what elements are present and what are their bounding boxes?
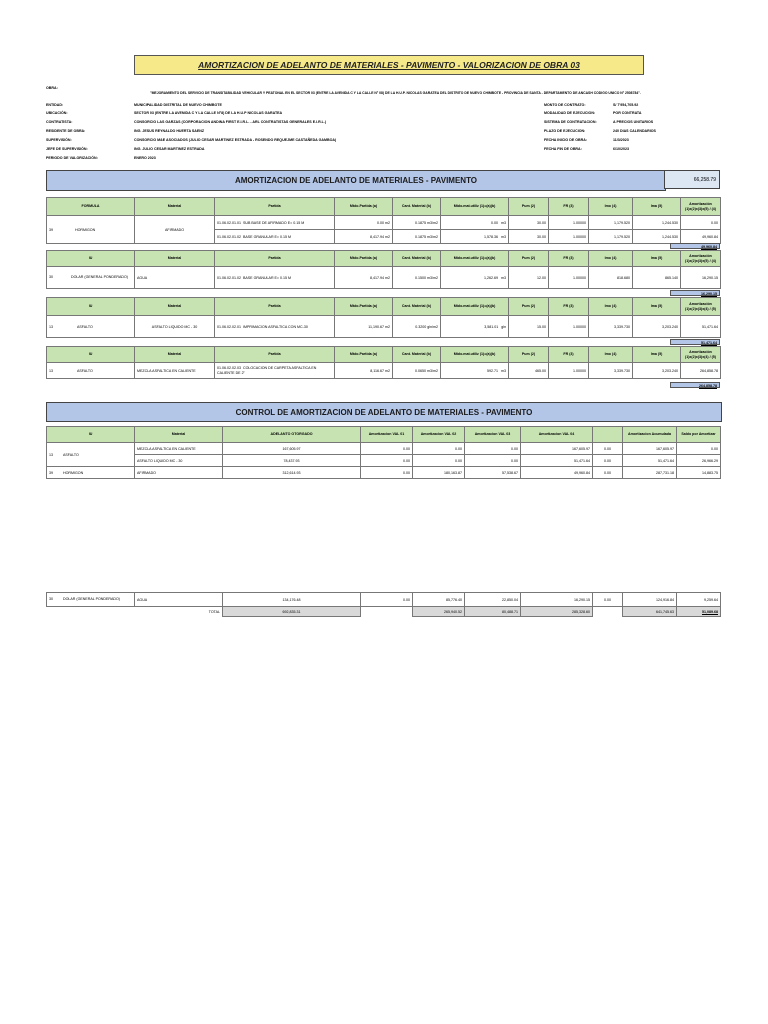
control-bottom-material: AGUA bbox=[135, 593, 223, 607]
block1-r1-code: 01.06.02.01.02 bbox=[217, 234, 241, 239]
info-label-fin: FECHA FIN DE OBRA: bbox=[544, 147, 582, 151]
block4-r0-b: 0.0650 m3/m2 bbox=[393, 363, 441, 379]
block4-h-imo: Imo (4) bbox=[589, 347, 633, 363]
block1-r0-fr: 1.00000 bbox=[549, 216, 589, 230]
block4-h-partida: Partida bbox=[215, 347, 335, 363]
control-total-v2: 265,940.52 bbox=[413, 607, 465, 617]
control-g0-r0-v2: 0.00 bbox=[413, 443, 465, 455]
info-value-ubicacion: SECTOR 03 (ENTRE LA AVENIDA C Y LA CALLE N°8) DE LA H.U.P NICOLAS GARATEA bbox=[134, 111, 283, 115]
block3-subtotal: 51,471.64 bbox=[670, 339, 720, 345]
block2-r0-imo: 818.680 bbox=[589, 267, 633, 289]
block2-h-pum: Pum (2) bbox=[509, 251, 549, 267]
block4-r0-imo: 3,339.730 bbox=[589, 363, 633, 379]
block1-table bbox=[46, 197, 721, 244]
info-value-periodo: ENERO 2023 bbox=[134, 156, 156, 160]
block3-r0-u-val: 3,581.01 bbox=[484, 324, 499, 329]
block4-r0-code: 01.06.02.02.03 bbox=[217, 366, 241, 370]
control-g0-code-name bbox=[47, 443, 135, 467]
control-total-v4: 285,328.60 bbox=[521, 607, 593, 617]
control-g1-r0-v4: 49,960.84 bbox=[521, 467, 593, 479]
block1-h-b: Cant. Material (b) bbox=[393, 198, 441, 216]
control-bottom-code: 30 bbox=[49, 597, 53, 602]
control-h-material: Material bbox=[135, 427, 223, 443]
block1-r1-desc: BASE GRANULAR E= 0.15 M bbox=[242, 234, 292, 239]
block3-h-u: Mtdo.mat.utiliz (1)=(a)(b) bbox=[441, 298, 509, 316]
block1-h-formula: FORMULA bbox=[47, 198, 135, 216]
document-title bbox=[134, 55, 644, 75]
block2-h-ima: Ima (5) bbox=[633, 251, 681, 267]
info-value-residente: ING. JESUS REYNALDO HUERTA SAENZ bbox=[134, 129, 205, 133]
block2-table bbox=[46, 250, 721, 289]
control-g0-r1-acum: 51,471.64 bbox=[623, 455, 677, 467]
table-row bbox=[47, 467, 721, 479]
block4-h-material: Material bbox=[135, 347, 215, 363]
block4-r0-partida bbox=[215, 363, 335, 379]
info-label-sistema: SISTEMA DE CONTRATACION: bbox=[544, 120, 597, 124]
block2-r0-amort: 16,290.15 bbox=[681, 267, 721, 289]
control-g0-r0-acum: 167,605.97 bbox=[623, 443, 677, 455]
block4-r0-unit: m3 bbox=[501, 368, 506, 373]
block1-r1-amort: 49,960.84 bbox=[681, 230, 721, 244]
block2-header-row bbox=[47, 251, 721, 267]
control-h-acum: Amortizacion Acumulada bbox=[623, 427, 677, 443]
control-bottom-table bbox=[46, 592, 721, 617]
info-label-plazo: PLAZO DE EJECUCION: bbox=[544, 129, 586, 133]
obra-text: "MEJORAMIENTO DEL SERVICIO DE TRANSITABILIDAD VEHICULAR Y PEATONAL EN EL SECTOR 03 (ENTRE LA AVENIDA C Y LA CALLE N° 08) DE LA H.U.P. NICOLAS GARATEA DEL DISTRITO DE NUEVO CHIMBOTE - PROVINCIA DE SANTA - DEPARTAMENTO DE ANCASH CODIGO UNICO N° 2508784". bbox=[150, 91, 641, 95]
block1-header-row bbox=[47, 198, 721, 216]
control-g0-name: ASFALTO bbox=[63, 452, 79, 457]
block2-r0-partida bbox=[215, 267, 335, 289]
block3-code: 13 bbox=[49, 324, 53, 329]
block2-material: AGUA bbox=[135, 267, 215, 289]
control-g1-r0-adelanto: 312,614.93 bbox=[223, 467, 361, 479]
block3-h-partida: Partida bbox=[215, 298, 335, 316]
block2-h-iu: IU bbox=[47, 251, 135, 267]
section1-banner-total: 66,258.79 bbox=[664, 170, 720, 189]
block1-code: 39 bbox=[49, 227, 53, 232]
section1-banner bbox=[46, 170, 666, 191]
control-total-acum: 641,745.63 bbox=[623, 607, 677, 617]
block1-h-pum: Pum (2) bbox=[509, 198, 549, 216]
block1-r1-u-val: 1,578.36 bbox=[484, 234, 498, 239]
control-h-iu: IU bbox=[47, 427, 135, 443]
block3-table bbox=[46, 297, 721, 338]
block1-code-name bbox=[47, 216, 135, 244]
block4-r0-u bbox=[441, 363, 509, 379]
block1-r0-unit: m3 bbox=[501, 220, 506, 225]
block3-r0-b: 0.3200 gln/m2 bbox=[393, 316, 441, 338]
block3-r0-ima: 3,203.240 bbox=[633, 316, 681, 338]
block2-h-imo: Imo (4) bbox=[589, 251, 633, 267]
block1-r0-u-val: 0.00 bbox=[491, 220, 498, 225]
block3-h-fr: FR (3) bbox=[549, 298, 589, 316]
block2-r0-code: 01.06.02.01.02 bbox=[217, 275, 241, 280]
control-g0-r1-v1: 0.00 bbox=[361, 455, 413, 467]
info-label-periodo: PERIODO DE VALORIZACIÓN: bbox=[46, 156, 98, 160]
obra-label: OBRA: bbox=[46, 86, 58, 90]
control-bottom-v1: 0.00 bbox=[361, 593, 413, 607]
block4-subtotal: 264,858.78 bbox=[670, 382, 720, 388]
control-bottom-x: 0.00 bbox=[593, 593, 623, 607]
info-label-supervision: SUPERVISIÓN: bbox=[46, 138, 72, 142]
control-total-row bbox=[47, 607, 721, 617]
block1-h-fr: FR (3) bbox=[549, 198, 589, 216]
block1-h-ima: Ima (5) bbox=[633, 198, 681, 216]
control-g0-r1-saldo: 26,966.29 bbox=[677, 455, 721, 467]
control-g0-r0-x: 0.00 bbox=[593, 443, 623, 455]
block3-h-ima: Ima (5) bbox=[633, 298, 681, 316]
info-value-sistema: A PRECIOS UNITARIOS bbox=[613, 120, 654, 124]
control-g0-r1-x: 0.00 bbox=[593, 455, 623, 467]
control-g0-r0-material: MEZCLA ASFALTICA EN CALIENTE bbox=[135, 443, 223, 455]
control-bottom-saldo: 9,259.64 bbox=[677, 593, 721, 607]
block1-r1-fr: 1.00000 bbox=[549, 230, 589, 244]
block4-r0-u-val: 592.71 bbox=[487, 368, 498, 373]
block1-r1-unit: m3 bbox=[501, 234, 506, 239]
block3-r0-u bbox=[441, 316, 509, 338]
block2-h-material: Material bbox=[135, 251, 215, 267]
block3-r0-pum: 15.00 bbox=[509, 316, 549, 338]
info-value-modalidad: POR CONTRATA bbox=[613, 111, 642, 115]
block2-r0-unit: m3 bbox=[501, 275, 506, 280]
block1-r0-u bbox=[441, 216, 509, 230]
block2-h-a: Mtdo.Partida (a) bbox=[335, 251, 393, 267]
block2-r0-a: 8,417.94 m2 bbox=[335, 267, 393, 289]
block4-h-b: Cant. Material (b) bbox=[393, 347, 441, 363]
section2-banner-title: CONTROL DE AMORTIZACION DE ADELANTO DE MATERIALES - PAVIMENTO bbox=[235, 407, 533, 417]
block1-r0-amort: 0.00 bbox=[681, 216, 721, 230]
table-row bbox=[47, 443, 721, 455]
control-bottom-name: DOLAR (GENERAL PONDERADO) bbox=[63, 597, 120, 602]
block2-h-fr: FR (3) bbox=[549, 251, 589, 267]
control-total-label: TOTAL bbox=[208, 609, 220, 614]
block3-h-a: Mtdo.Partida (a) bbox=[335, 298, 393, 316]
block4-r0-amort: 264,858.78 bbox=[681, 363, 721, 379]
block3-r0-amort: 51,471.64 bbox=[681, 316, 721, 338]
block3-r0-desc: IMPRIMACION ASFALTICA CON MC-30 bbox=[242, 324, 308, 329]
info-value-monto: S/ 7'954,705.92 bbox=[613, 103, 639, 107]
block3-h-b: Cant. Material (b) bbox=[393, 298, 441, 316]
block4-r0-ima: 3,203.240 bbox=[633, 363, 681, 379]
block4-r0-a: 8,116.67 m2 bbox=[335, 363, 393, 379]
control-g1-r0-v2: 180,163.87 bbox=[413, 467, 465, 479]
section2-banner bbox=[46, 402, 722, 422]
info-label-entidad: ENTIDAD: bbox=[46, 103, 64, 107]
block2-r0-fr: 1.00000 bbox=[549, 267, 589, 289]
control-total-empty1 bbox=[47, 607, 135, 617]
info-value-jefe: ING. JULIO CESAR MARTINEZ ESTRADA bbox=[134, 147, 205, 151]
block4-r0-desc: COLOCACION DE CARPETA ASFALTICA EN CALIENTE DE 2" bbox=[217, 366, 317, 375]
block3-r0-fr: 1.00000 bbox=[549, 316, 589, 338]
block4-h-iu: IU bbox=[47, 347, 135, 363]
block2-name: DOLAR (GENERAL PONDERADO) bbox=[71, 275, 128, 280]
control-header-row bbox=[47, 427, 721, 443]
control-g1-r0-x: 0.00 bbox=[593, 467, 623, 479]
block4-h-ima: Ima (5) bbox=[633, 347, 681, 363]
block1-r1-u bbox=[441, 230, 509, 244]
block1-r1-pum: 30.00 bbox=[509, 230, 549, 244]
block3-r0-imo: 3,339.730 bbox=[589, 316, 633, 338]
table-row bbox=[47, 216, 721, 230]
info-label-monto: MONTO DE CONTRATO: bbox=[544, 103, 586, 107]
block4-h-amort: Amortización (1)x(2)x(3)x(4) / (5) bbox=[681, 347, 721, 363]
control-g1-r0-v1: 0.00 bbox=[361, 467, 413, 479]
block3-h-material: Material bbox=[135, 298, 215, 316]
control-g0-r1-v3: 0.00 bbox=[465, 455, 521, 467]
control-total-v3: 80,488.71 bbox=[465, 607, 521, 617]
block4-name: ASFALTO bbox=[77, 368, 93, 373]
control-g1-r0-material: AFIRMADO bbox=[135, 467, 223, 479]
block4-h-pum: Pum (2) bbox=[509, 347, 549, 363]
control-g0-r1-material: ASFALTO LIQUIDO MC - 30 bbox=[135, 455, 223, 467]
block1-name: HORMIGON bbox=[75, 227, 96, 232]
info-label-modalidad: MODALIDAD DE EJECUCION: bbox=[544, 111, 596, 115]
control-g1-name: HORMIGON bbox=[63, 470, 84, 475]
block1-r0-imo: 1,179.520 bbox=[589, 216, 633, 230]
control-g0-r0-adelanto: 167,605.97 bbox=[223, 443, 361, 455]
table-row bbox=[47, 455, 721, 467]
info-label-contratista: CONTRATISTA: bbox=[46, 120, 73, 124]
table-row bbox=[47, 267, 721, 289]
control-g0-r0-v1: 0.00 bbox=[361, 443, 413, 455]
block2-h-partida: Partida bbox=[215, 251, 335, 267]
control-bottom-acum: 124,916.84 bbox=[623, 593, 677, 607]
block4-r0-pum: 465.00 bbox=[509, 363, 549, 379]
block2-r0-ima: 865.140 bbox=[633, 267, 681, 289]
block2-r0-u-val: 1,262.69 bbox=[484, 275, 498, 280]
control-g0-r0-saldo: 0.00 bbox=[677, 443, 721, 455]
control-g0-r1-v4: 51,471.64 bbox=[521, 455, 593, 467]
control-g1-r0-v3: 57,538.67 bbox=[465, 467, 521, 479]
block1-h-partida: Partida bbox=[215, 198, 335, 216]
control-h-val03: Amortizacion VAL 03 bbox=[465, 427, 521, 443]
control-bottom-code-name bbox=[47, 593, 135, 607]
control-h-val02: Amortizacion VAL 02 bbox=[413, 427, 465, 443]
block3-name: ASFALTO bbox=[77, 324, 93, 329]
block4-header-row bbox=[47, 347, 721, 363]
block1-r0-b: 0.1875 m3/m2 bbox=[393, 216, 441, 230]
block3-material: ASFALTO LIQUIDO MC - 30 bbox=[135, 316, 215, 338]
section1-banner-title: AMORTIZACION DE ADELANTO DE MATERIALES - PAVIMENTO bbox=[234, 176, 478, 185]
table-row bbox=[47, 593, 721, 607]
control-g1-code: 39 bbox=[49, 470, 53, 475]
block2-r0-b: 0.1500 m3/m2 bbox=[393, 267, 441, 289]
block2-h-b: Cant. Material (b) bbox=[393, 251, 441, 267]
control-h-saldo: Saldo por Amortizar bbox=[677, 427, 721, 443]
control-total-empty3 bbox=[593, 607, 623, 617]
control-h-adelanto: ADELANTO OTORGADO bbox=[223, 427, 361, 443]
control-bottom-adelanto: 134,176.48 bbox=[223, 593, 361, 607]
block1-r0-partida bbox=[215, 216, 335, 230]
table-row bbox=[47, 363, 721, 379]
block4-h-u: Mtdo.mat.utiliz (1)=(a)(b) bbox=[441, 347, 509, 363]
control-total-empty2 bbox=[361, 607, 413, 617]
block3-h-pum: Pum (2) bbox=[509, 298, 549, 316]
info-value-inicio: 11/3/2023 bbox=[613, 138, 629, 142]
control-g0-r1-v2: 0.00 bbox=[413, 455, 465, 467]
control-g0-r1-adelanto: 78,437.93 bbox=[223, 455, 361, 467]
control-total-saldo: 51,089.68 bbox=[677, 607, 721, 617]
block1-h-imo: Imo (4) bbox=[589, 198, 633, 216]
block3-header-row bbox=[47, 298, 721, 316]
block4-code: 13 bbox=[49, 368, 53, 373]
control-g0-code: 13 bbox=[49, 452, 53, 457]
block4-code-name bbox=[47, 363, 135, 379]
block4-h-a: Mtdo.Partida (a) bbox=[335, 347, 393, 363]
block1-r1-ima: 1,244.530 bbox=[633, 230, 681, 244]
block1-r0-desc: SUB BASE DE AFIRMADO E= 0.15 M bbox=[242, 220, 305, 225]
block4-table bbox=[46, 346, 721, 379]
control-bottom-v4: 16,290.15 bbox=[521, 593, 593, 607]
control-total-adelanto: 692,835.31 bbox=[223, 607, 361, 617]
table-row bbox=[47, 316, 721, 338]
info-value-contratista: CONSORCIO LAS GARZAS (CORPORACION ANDINA FIRST E.I.R.L. - ARL CONTRATISTAS GENERALES E.I.R.L.) bbox=[134, 120, 327, 124]
block1-h-material: Material bbox=[135, 198, 215, 216]
block1-r0-pum: 30.00 bbox=[509, 216, 549, 230]
info-value-plazo: 240 DIAS CALENDARIOS bbox=[613, 129, 656, 133]
block2-r0-pum: 12.00 bbox=[509, 267, 549, 289]
block2-h-u: Mtdo.mat.utiliz (1)=(a)(b) bbox=[441, 251, 509, 267]
control-h-val01: Amortizacion VAL 01 bbox=[361, 427, 413, 443]
block2-subtotal: 16,290.15 bbox=[670, 290, 720, 296]
block3-r0-a: 11,190.67 m2 bbox=[335, 316, 393, 338]
control-g0-r0-v4: 167,605.97 bbox=[521, 443, 593, 455]
block1-r1-imo: 1,179.520 bbox=[589, 230, 633, 244]
document-title-text: AMORTIZACION DE ADELANTO DE MATERIALES - PAVIMENTO - VALORIZACION DE OBRA 03 bbox=[198, 60, 580, 70]
block3-h-amort: Amortización (1)x(2)x(3)x(4) / (5) bbox=[681, 298, 721, 316]
control-g1-code-name bbox=[47, 467, 135, 479]
block2-r0-desc: BASE GRANULAR E= 0.15 M bbox=[242, 275, 292, 280]
block1-r0-code: 01.06.02.01.01 bbox=[217, 220, 241, 225]
control-bottom-v3: 22,850.04 bbox=[465, 593, 521, 607]
block1-material: AFIRMADO bbox=[135, 216, 215, 244]
info-value-supervision: CONSORCIO M&E ASOCIADOS (JULIO CESAR MARTINEZ ESTRADA - ROSENDO REQUEJME CASTAÑEDA GAMBOA) bbox=[134, 138, 337, 142]
control-bottom-v2: 85,776.40 bbox=[413, 593, 465, 607]
control-h-blank bbox=[593, 427, 623, 443]
block3-r0-partida bbox=[215, 316, 335, 338]
info-label-jefe: JEFE DE SUPERVISIÓN: bbox=[46, 147, 88, 151]
control-g0-r0-v3: 0.00 bbox=[465, 443, 521, 455]
block1-r1-b: 0.1875 m3/m2 bbox=[393, 230, 441, 244]
block1-r1-a: 8,417.94 m2 bbox=[335, 230, 393, 244]
info-value-entidad: MUNICIPALIDAD DISTRITAL DE NUEVO CHIMBOTE bbox=[134, 103, 222, 107]
block3-h-imo: Imo (4) bbox=[589, 298, 633, 316]
block1-subtotal: 49,960.84 bbox=[670, 243, 720, 249]
block1-r0-ima: 1,244.530 bbox=[633, 216, 681, 230]
block1-h-u: Mtdo.mat.utiliz (1)=(a)(b) bbox=[441, 198, 509, 216]
block3-h-iu: IU bbox=[47, 298, 135, 316]
block3-code-name bbox=[47, 316, 135, 338]
block1-r0-a: 0.00 m2 bbox=[335, 216, 393, 230]
block4-r0-fr: 1.00000 bbox=[549, 363, 589, 379]
info-label-ubicacion: UBICACIÓN: bbox=[46, 111, 68, 115]
block2-h-amort: Amortización (1)x(2)x(3)x(5) / (4) bbox=[681, 251, 721, 267]
block2-code-name bbox=[47, 267, 135, 289]
block3-r0-code: 01.06.02.02.01 bbox=[217, 324, 241, 329]
control-table bbox=[46, 426, 721, 479]
block2-r0-u bbox=[441, 267, 509, 289]
block1-r1-partida bbox=[215, 230, 335, 244]
block2-code: 30 bbox=[49, 275, 53, 280]
block4-h-fr: FR (3) bbox=[549, 347, 589, 363]
control-g1-r0-acum: 287,731.18 bbox=[623, 467, 677, 479]
control-h-val04: Amortizacion VAL 04 bbox=[521, 427, 593, 443]
block1-h-a: Mtdo.Partida (a) bbox=[335, 198, 393, 216]
block3-r0-unit: gln bbox=[501, 324, 506, 329]
control-g1-r0-saldo: 14,883.75 bbox=[677, 467, 721, 479]
block1-h-amort: Amortización (1)x(2)x(3)x(5) / (4) bbox=[681, 198, 721, 216]
info-value-fin: 6/10/2023 bbox=[613, 147, 629, 151]
info-label-inicio: FECHA INICIO DE OBRA: bbox=[544, 138, 587, 142]
block4-material: MEZCLA ASFALTICA EN CALIENTE bbox=[135, 363, 215, 379]
info-label-residente: RESIDENTE DE OBRA: bbox=[46, 129, 86, 133]
